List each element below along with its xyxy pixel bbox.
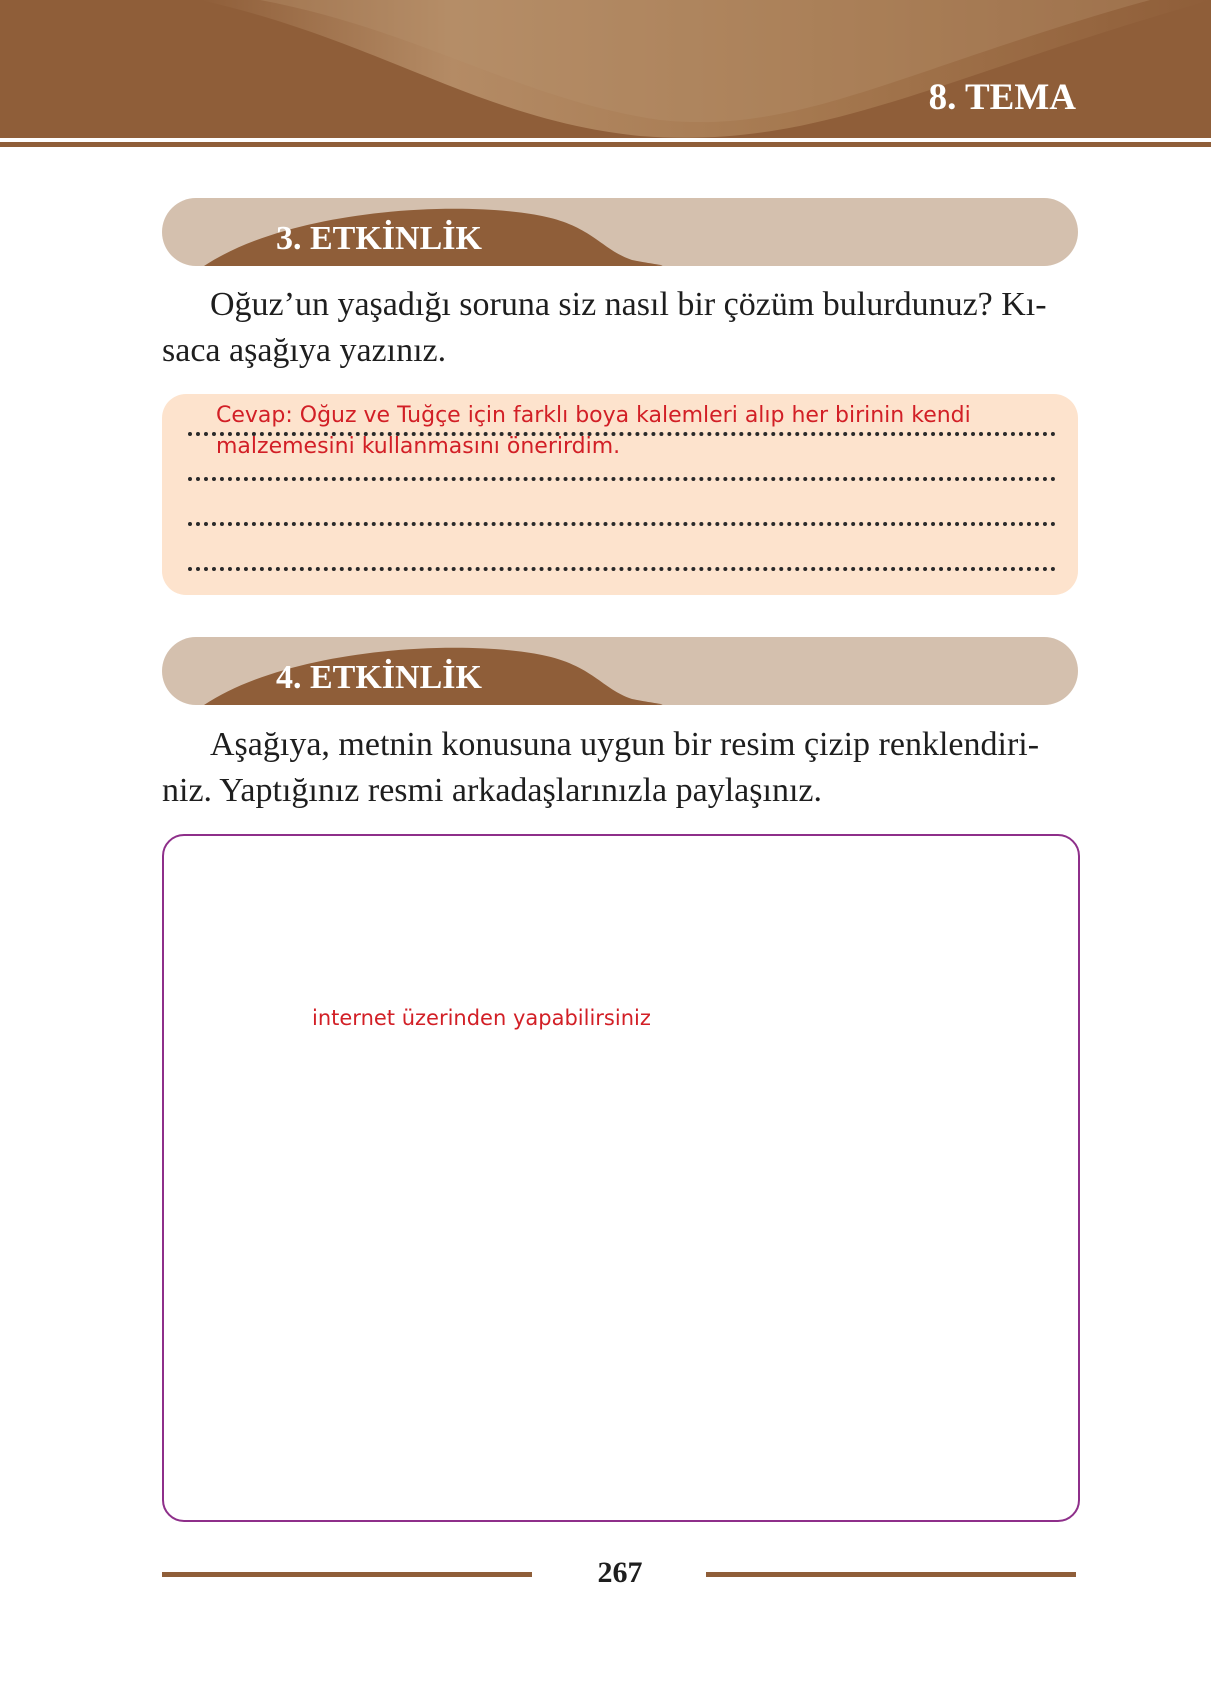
theme-label: 8. TEMA <box>928 77 1076 118</box>
activity-3-prompt-line1: Oğuz’un yaşadığı soruna siz nasıl bir çözüm bulurdunuz? Kı- <box>210 286 1047 323</box>
answer-dotted-line-3 <box>188 522 1056 526</box>
activity-3-title: 3. ETKİNLİK <box>276 220 482 257</box>
answer-dotted-line-2 <box>188 477 1056 481</box>
footer-line-left <box>162 1572 532 1577</box>
footer-line-right <box>706 1572 1076 1577</box>
activity-4-prompt-line2: niz. Yaptığınız resmi arkadaşlarınızla paylaşınız. <box>162 772 822 809</box>
answer-box[interactable] <box>162 394 1078 595</box>
activity-4-prompt-line1: Aşağıya, metnin konusuna uygun bir resim çizip renklendiri- <box>210 726 1040 763</box>
answer-dotted-line-4 <box>188 567 1056 571</box>
drawing-note: internet üzerinden yapabilirsiniz <box>312 1006 651 1030</box>
activity-4-title: 4. ETKİNLİK <box>276 659 482 696</box>
answer-text: Cevap: Oğuz ve Tuğçe için farklı boya kalemleri alıp her birinin kendi malzemesini kullanmasını önerirdim. <box>216 403 971 459</box>
activity-4-prompt <box>162 722 1078 814</box>
drawing-area[interactable] <box>162 834 1080 1522</box>
page-number: 267 <box>597 1556 643 1589</box>
activity-3-prompt-line2: saca aşağıya yazınız. <box>162 332 447 369</box>
activity-3-prompt <box>162 282 1078 374</box>
